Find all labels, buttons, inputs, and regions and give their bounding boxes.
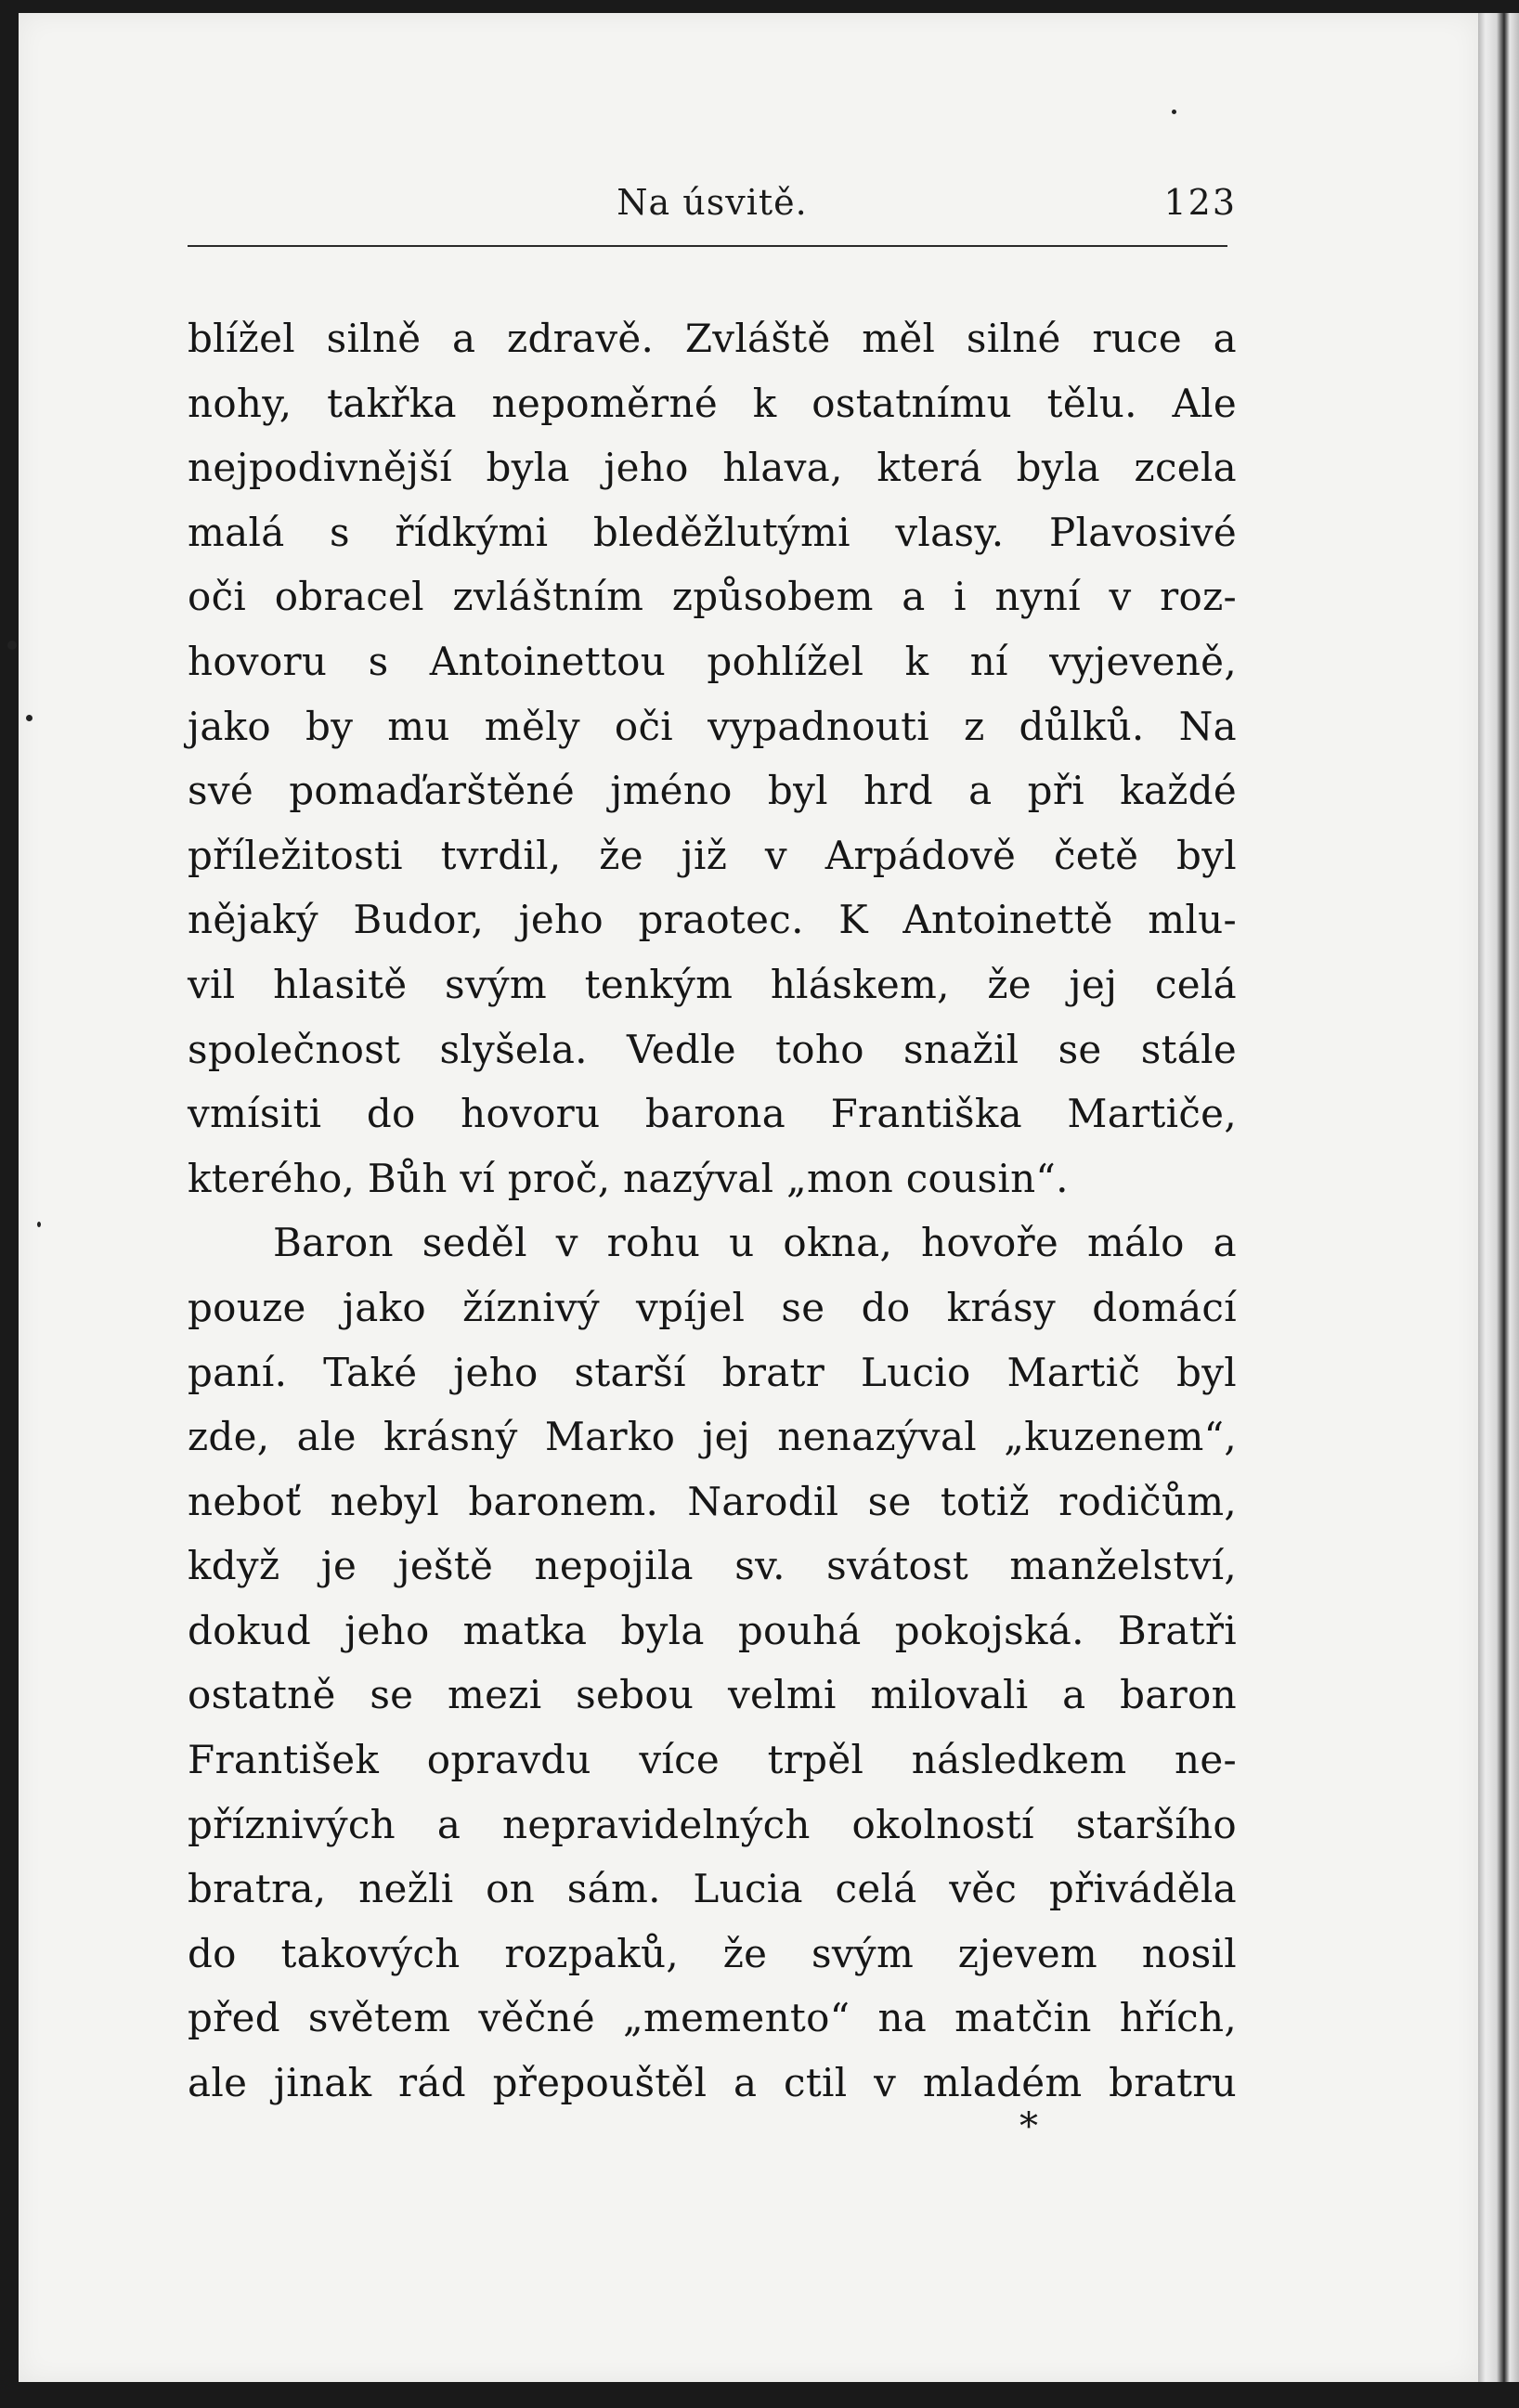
text-line: když je ještě nepojila sv. svátost manželství,: [188, 1543, 1237, 1589]
text-line: zde, ale krásný Marko jej nenazýval „kuzenem“,: [188, 1414, 1237, 1460]
text-line: jako by mu měly oči vypadnouti z důlků. Na: [188, 703, 1237, 749]
text-line: nějaký Budor, jeho praotec. K Antoinettě mlu-: [188, 897, 1237, 943]
text-line: hovoru s Antoinettou pohlížel k ní vyjeveně,: [188, 638, 1237, 684]
text-line: malá s řídkými bleděžlutými vlasy. Plavosivé: [188, 509, 1237, 555]
page-number: 123: [1163, 182, 1237, 223]
text-line: kterého, Bůh ví proč, nazýval „mon cousin“.: [188, 1155, 1069, 1201]
text-line: pouze jako žíznivý vpíjel se do krásy domácí: [188, 1284, 1237, 1330]
text-line: paní. Také jeho starší bratr Lucio Martič byl: [188, 1349, 1237, 1395]
paragraph-start-line: Baron seděl v rohu u okna, hovoře málo a: [273, 1220, 1237, 1266]
page-header: [188, 182, 1237, 230]
text-line: bratra, nežli on sám. Lucia celá věc přiváděla: [188, 1866, 1237, 1912]
text-line: do takových rozpaků, že svým zjevem nosil: [188, 1930, 1237, 1976]
body-text: [188, 306, 1237, 2116]
text-line: příležitosti tvrdil, že již v Arpádově četě byl: [188, 832, 1237, 878]
text-line: ostatně se mezi sebou velmi milovali a baron: [188, 1672, 1237, 1718]
ink-speck: [1172, 110, 1176, 114]
text-line: nejpodivnější byla jeho hlava, která byla zcela: [188, 445, 1237, 491]
ink-speck: [7, 641, 17, 650]
text-line: společnost slyšela. Vedle toho snažil se stále: [188, 1026, 1237, 1072]
text-line: dokud jeho matka byla pouhá pokojská. Bratři: [188, 1607, 1237, 1653]
running-title: Na úsvitě.: [617, 182, 808, 223]
text-line: před světem věčné „memento“ na matčin hřích,: [188, 1995, 1237, 2041]
text-line: oči obracel zvláštním způsobem a i nyní v roz-: [188, 574, 1237, 620]
text-line: ale jinak rád přepouštěl a ctil v mladém bratru: [188, 2060, 1237, 2106]
text-line: nohy, takřka nepoměrné k ostatnímu tělu. Ale: [188, 380, 1237, 426]
text-line: vil hlasitě svým tenkým hláskem, že jej celá: [188, 961, 1237, 1007]
text-line: neboť nebyl baronem. Narodil se totiž rodičům,: [188, 1478, 1237, 1524]
ink-speck: [37, 1222, 41, 1227]
ink-speck: [26, 715, 32, 721]
signature-mark: *: [1019, 2105, 1038, 2148]
header-rule: [188, 245, 1227, 247]
text-line: vmísiti do hovoru barona Františka Martiče,: [188, 1091, 1237, 1137]
text-line: František opravdu více trpěl následkem ne-: [188, 1737, 1237, 1783]
text-line: své pomaďarštěné jméno byl hrd a při každé: [188, 768, 1237, 814]
page-edge-shadow: [1478, 13, 1519, 2382]
text-line: blížel silně a zdravě. Zvláště měl silné ruce a: [188, 316, 1237, 361]
text-line: příznivých a nepravidelných okolností staršího: [188, 1801, 1237, 1847]
